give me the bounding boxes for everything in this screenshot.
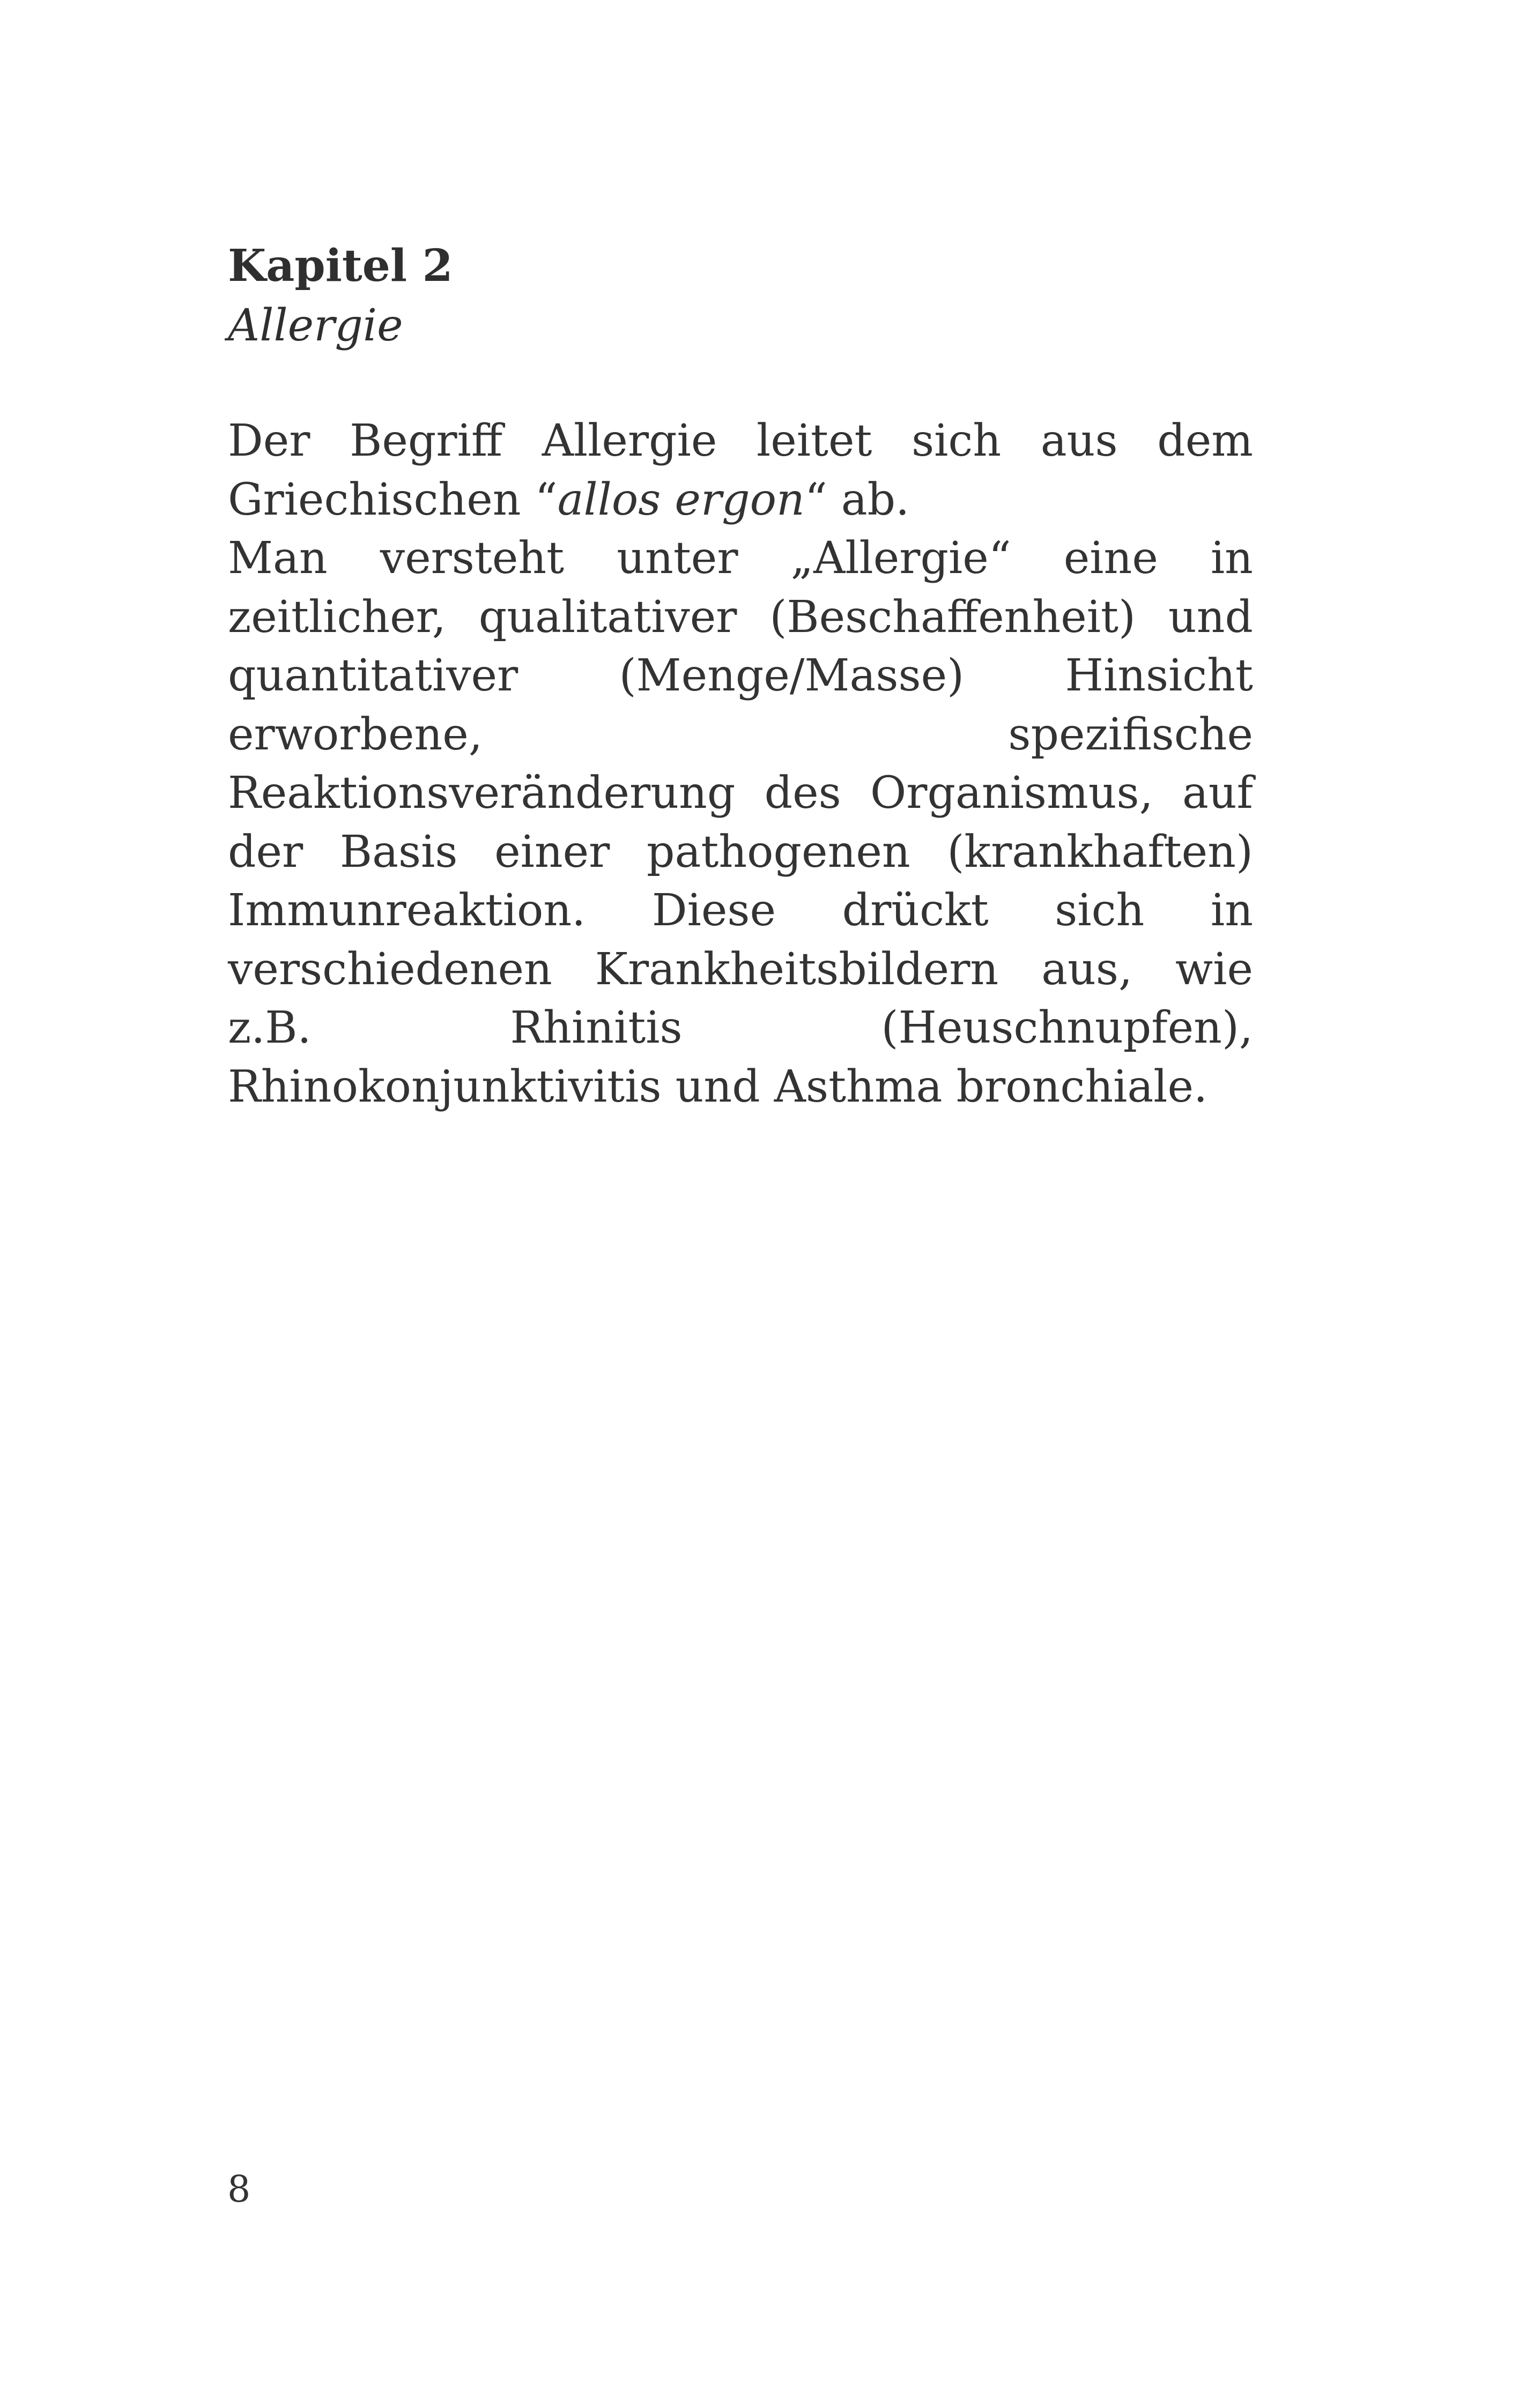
greek-term: allos ergon xyxy=(557,474,805,525)
chapter-title: Allergie xyxy=(228,300,403,351)
paragraph-definition: Man versteht unter „Allergie“ eine in zeitlicher, qualitativer (Beschaffenheit) und quantitativer (Menge/Masse) Hinsicht erworbene, spezifische Reaktionsveränderung des Organismus, auf der Basis einer pathogenen (krankhaften) Immunreaktion. Diese drückt sich in verschiedenen Krankheitsbildern aus, wie z.B. Rhinitis (Heuschnupfen), Rhinokonjunktivitis und Asthma bronchiale. xyxy=(228,533,1253,1112)
etymology-text-end: “ ab. xyxy=(804,474,910,525)
chapter-number: Kapitel 2 xyxy=(228,240,453,292)
page-number: 8 xyxy=(227,2168,251,2211)
chapter-heading xyxy=(228,236,1255,356)
etymology-text-start: Der Begriff Allergie leitet sich aus dem Griechischen “ xyxy=(228,415,1253,525)
body-text xyxy=(228,412,1253,1116)
paragraph-etymology xyxy=(228,412,1253,529)
